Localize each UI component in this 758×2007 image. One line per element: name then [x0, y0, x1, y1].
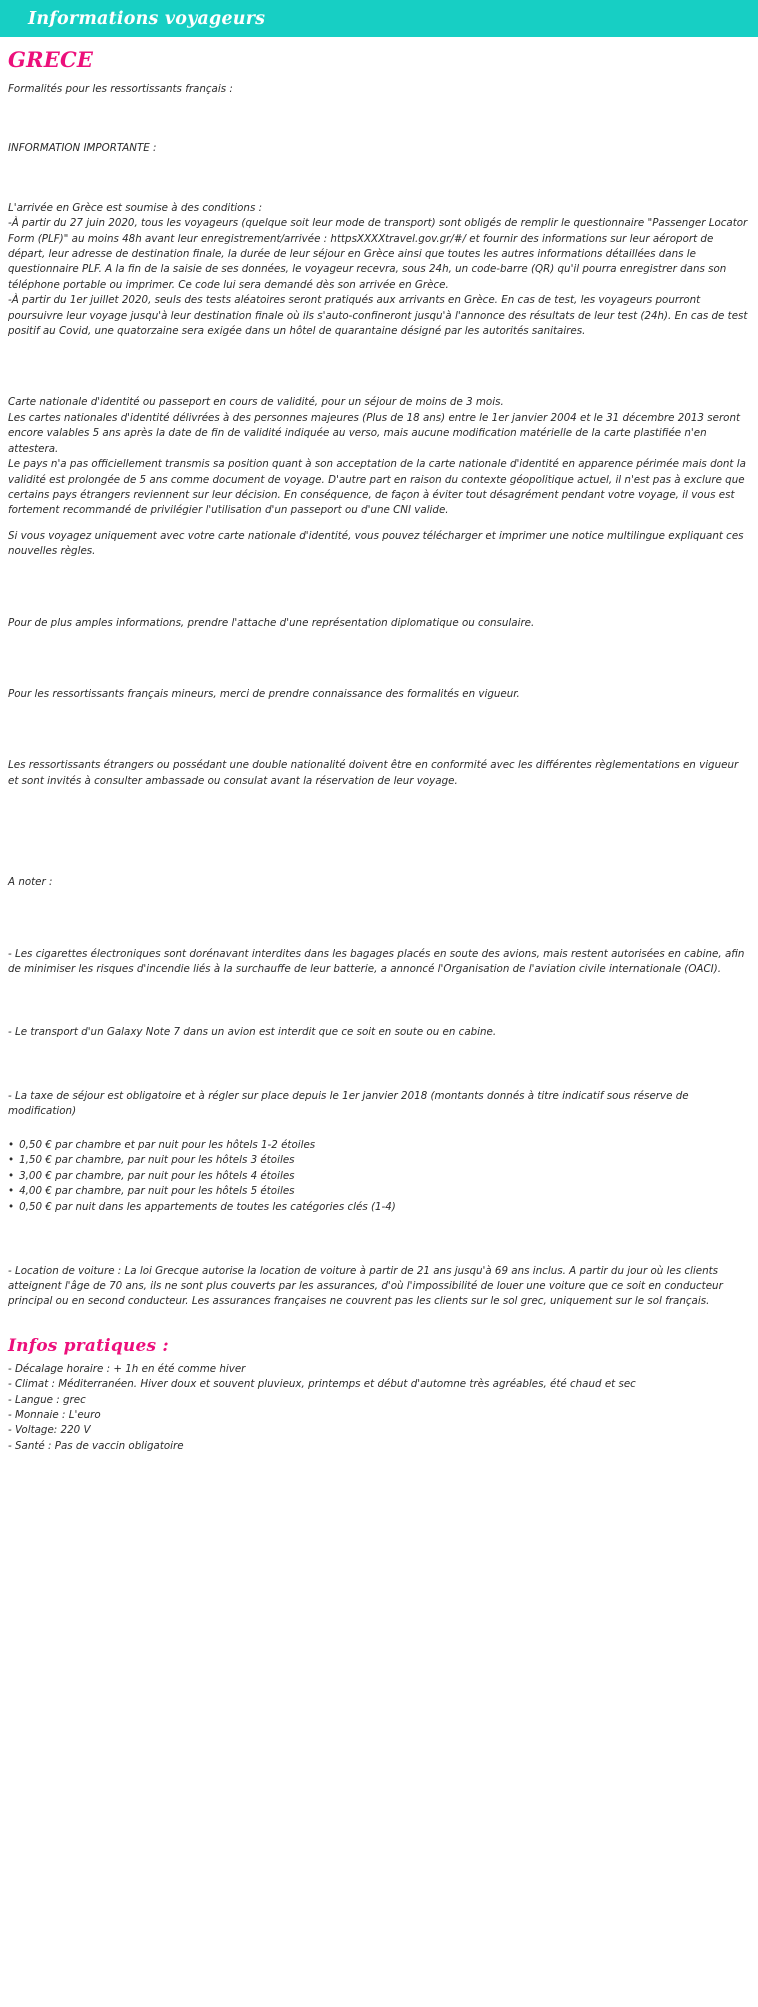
minors-paragraph: Pour les ressortissants français mineurs, merci de prendre connaissance des formalités en vigueur.	[8, 687, 520, 700]
identity-paragraph-4: Si vous voyagez uniquement avec votre carte nationale d'identité, vous pouvez télécharger et imprimer une notice multilingue expliquant ces nouvelles règles.	[8, 529, 744, 558]
spacer	[4, 72, 750, 82]
identity-paragraph-3: Le pays n'a pas officiellement transmis sa position quant à son acceptation de la carte nationale d'identité en apparence périmée mais dont la validité est prolongée de 5 ans comme document de voyage. D'autre part en raison du contexte géopolitique actuel, il n'est pas à exclure que certains pays étrangers reviennent sur leur décision. En conséquence, de façon à éviter tout désagrément pendant votre voyage, il vous est fortement recommandé de privilégier l'utilisation d'un passeport ou d'une CNI valide.	[8, 458, 746, 517]
note-galaxy: - Le transport d'un Galaxy Note 7 dans un avion est interdit que ce soit en soute ou en cabine.	[8, 1026, 497, 1039]
spacer	[4, 157, 750, 201]
note-tourist-tax: - La taxe de séjour est obligatoire et à régler sur place depuis le 1er janvier 2018 (montants donnés à titre indicatif sous réserve de modification)	[8, 1089, 689, 1118]
document-body	[0, 47, 758, 1454]
list-item: - Climat : Méditerranéen. Hiver doux et souvent pluvieux, printemps et début d'automne très agréables, été chaud et sec	[8, 1378, 636, 1391]
spacer	[4, 845, 750, 875]
list-item: - Décalage horaire : + 1h en été comme hiver	[8, 1362, 246, 1375]
list-item: • 1,50 € par chambre, par nuit pour les hôtels 3 étoiles	[8, 1153, 750, 1169]
spacer	[4, 1007, 750, 1025]
spacer	[4, 339, 750, 395]
infos-pratiques-title: Infos pratiques :	[8, 1335, 169, 1356]
page-title: Informations voyageurs	[28, 8, 266, 29]
list-item: • 0,50 € par chambre et par nuit pour les hôtels 1-2 étoiles	[8, 1138, 750, 1154]
important-notice-label: INFORMATION IMPORTANTE :	[8, 142, 157, 155]
more-info-paragraph: Pour de plus amples informations, prendre l'attache d'une représentation diplomatique ou consulaire.	[8, 616, 535, 629]
entry-conditions-item-2: -À partir du 1er juillet 2020, seuls des tests aléatoires seront pratiqués aux arrivants en Grèce. En cas de test, les voyageurs pourront poursuivre leur voyage jusqu'à leur destination finale où ils s'auto-confineront jusqu'à l'annonce des résultats de leur test (24h). En cas de test positif au Covid, une quatorzaine sera exigée dans un hôtel de quarantaine désigné par les autorités sanitaires.	[8, 294, 748, 338]
spacer	[4, 1071, 750, 1089]
spacer	[4, 977, 750, 1007]
list-item: - Langue : grec	[8, 1393, 86, 1406]
entry-conditions-lead: L'arrivée en Grèce est soumise à des conditions :	[8, 201, 263, 214]
list-item: • 3,00 € par chambre, par nuit pour les hôtels 4 étoiles	[8, 1169, 750, 1185]
spacer	[4, 1120, 750, 1138]
spacer	[4, 1041, 750, 1071]
identity-paragraph-1: Carte nationale d'identité ou passeport en cours de validité, pour un séjour de moins de 3 mois.	[8, 396, 504, 409]
spacer	[4, 97, 750, 141]
list-item: - Monnaie : L'euro	[8, 1409, 101, 1421]
spacer	[4, 631, 750, 687]
list-item: • 4,00 € par chambre, par nuit pour les hôtels 5 étoiles	[8, 1184, 750, 1200]
spacer	[4, 702, 750, 758]
spacer	[4, 789, 750, 845]
foreigners-paragraph: Les ressortissants étrangers ou possédant une double nationalité doivent être en conformité avec les différentes règlementations en vigueur et sont invités à consulter ambassade ou consulat avant la réservation de leur voyage.	[8, 759, 739, 787]
spacer	[4, 519, 750, 529]
intro-text: Formalités pour les ressortissants français :	[8, 83, 233, 95]
note-cigarettes: - Les cigarettes électroniques sont dorénavant interdites dans les bagages placés en soute des avions, mais restent autorisées en cabine, afin de minimiser les risques d'incendie liés à la surchauffe de leur batterie, a annoncé l'Organisation de l'aviation civile internationale (OACI).	[8, 947, 745, 975]
tourist-tax-list	[8, 1138, 750, 1216]
infos-pratiques-list	[4, 1362, 750, 1454]
list-item: • 0,50 € par nuit dans les appartements de toutes les catégories clés (1-4)	[8, 1200, 750, 1216]
spacer	[4, 560, 750, 616]
note-car-rental: - Location de voiture : La loi Grecque autorise la location de voiture à partir de 21 ans jusqu'à 69 ans inclus. A partir du jour où les clients atteignent l'âge de 70 ans, ils ne sont plus couverts par les assurances, d'où l'impossibilité de louer une voiture que ce soit en conducteur principal ou en second conducteur. Les assurances françaises ne couvrent pas les clients sur le sol grec, uniquement sur le sol français.	[8, 1264, 723, 1308]
spacer	[4, 1216, 750, 1246]
identity-paragraph-2: Les cartes nationales d'identité délivrées à des personnes majeures (Plus de 18 ans) entre le 1er janvier 2004 et le 31 décembre 2013 seront encore valables 5 ans après la date de fin de validité indiquée au verso, mais aucune modification matérielle de la carte plastifiée n'en attestera.	[8, 411, 741, 455]
entry-conditions-item-1: -À partir du 27 juin 2020, tous les voyageurs (quelque soit leur mode de transport) sont obligés de remplir le questionnaire "Passenger Locator Form (PLF)" au moins 48h avant leur enregistrement/arrivée : httpsXXXXtravel.gov.gr/#/ et fournir des informations sur leur aéroport de départ, leur adresse de destination finale, la durée de leur séjour en Grèce ainsi que toutes les autres informations détaillées dans le questionnaire PLF. A la fin de la saisie de ses données, le voyageur recevra, sous 24h, un code-barre (QR) qu'il pourra enregistrer dans son téléphone portable ou imprimer. Ce code lui sera demandé dès son arrivée en Grèce.	[8, 217, 748, 291]
list-item: - Santé : Pas de vaccin obligatoire	[8, 1439, 184, 1452]
note-label: A noter :	[8, 876, 53, 889]
spacer	[4, 891, 750, 947]
page-header	[0, 0, 758, 37]
list-item: - Voltage: 220 V	[8, 1424, 91, 1437]
spacer	[4, 1246, 750, 1264]
country-title: GRECE	[8, 47, 94, 72]
